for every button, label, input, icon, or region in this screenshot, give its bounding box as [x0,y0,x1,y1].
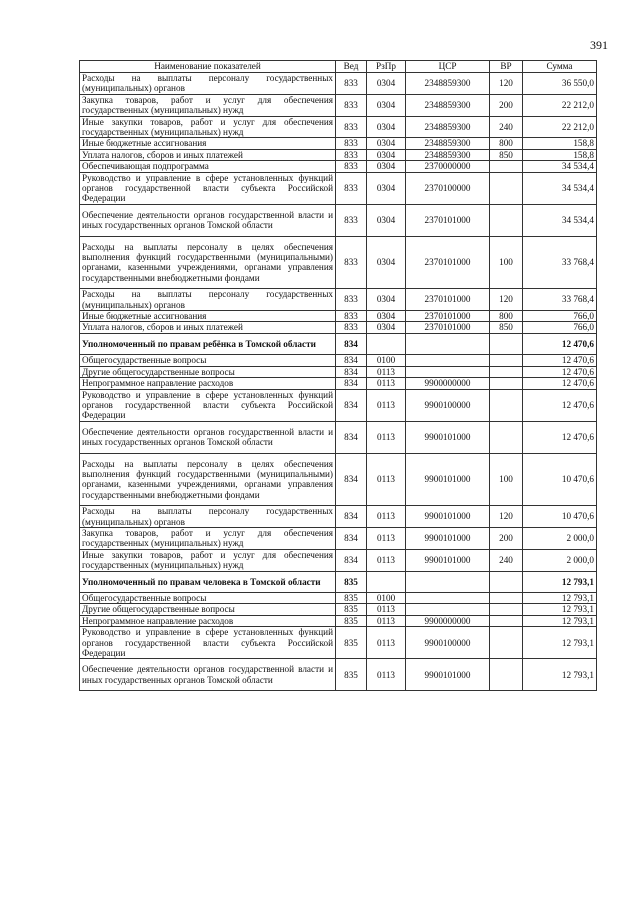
cell-vr: 800 [490,138,523,149]
header-vr: ВР [490,61,523,73]
cell-vr [490,355,523,366]
cell-ved: 833 [336,172,367,204]
cell-csr: 9900101000 [406,421,490,453]
cell-ved: 834 [336,527,367,549]
cell-rzpr: 0304 [367,116,406,138]
cell-csr: 2370101000 [406,204,490,236]
table-row [80,355,597,366]
cell-sum: 33 768,4 [523,289,597,311]
table-row [80,204,597,236]
cell-csr: 9900000000 [406,615,490,626]
cell-sum: 158,8 [523,138,597,149]
cell-rzpr: 0100 [367,355,406,366]
cell-rzpr: 0304 [367,73,406,95]
header-ved: Вед [336,61,367,73]
cell-rzpr: 0113 [367,659,406,691]
cell-rzpr: 0113 [367,389,406,421]
cell-sum: 12 470,6 [523,366,597,377]
cell-sum: 2 000,0 [523,549,597,571]
cell-vr [490,366,523,377]
table-row [80,378,597,389]
table-row [80,571,597,592]
cell-csr: 9900101000 [406,506,490,528]
table-row [80,94,597,116]
cell-ved: 834 [336,333,367,354]
cell-ved: 835 [336,659,367,691]
cell-sum: 12 470,6 [523,333,597,354]
header-rzpr: РзПр [367,61,406,73]
cell-rzpr: 0113 [367,615,406,626]
cell-csr: 9900101000 [406,549,490,571]
cell-vr: 100 [490,236,523,289]
cell-name: Расходы на выплаты персоналу в целях обеспечения выполнения функций государственными (муниципальными) органами, казенными учреждениями, органами управления государственными внебюджетными фондами [80,453,336,506]
cell-csr [406,355,490,366]
cell-csr [406,571,490,592]
cell-ved: 833 [336,94,367,116]
cell-ved: 835 [336,627,367,659]
table-row [80,659,597,691]
cell-csr [406,366,490,377]
cell-name: Закупка товаров, работ и услуг для обеспечения государственных (муниципальных) нужд [80,527,336,549]
table-row [80,506,597,528]
cell-csr [406,592,490,603]
table-row [80,149,597,160]
table-row [80,453,597,506]
cell-sum: 12 793,1 [523,627,597,659]
cell-vr [490,627,523,659]
cell-vr [490,604,523,615]
header-name: Наименование показателей [80,61,336,73]
cell-name: Общегосударственные вопросы [80,355,336,366]
cell-sum: 12 793,1 [523,571,597,592]
table-row [80,421,597,453]
cell-vr [490,389,523,421]
cell-rzpr: 0113 [367,627,406,659]
cell-name: Уплата налогов, сборов и иных платежей [80,149,336,160]
cell-sum: 12 470,6 [523,355,597,366]
table-row [80,73,597,95]
cell-rzpr: 0304 [367,172,406,204]
cell-ved: 833 [336,149,367,160]
cell-sum: 12 470,6 [523,389,597,421]
cell-vr: 800 [490,311,523,322]
table-row [80,333,597,354]
cell-sum: 10 470,6 [523,506,597,528]
table-row [80,322,597,333]
cell-name: Непрограммное направление расходов [80,378,336,389]
cell-ved: 834 [336,549,367,571]
page-number: 391 [590,38,608,52]
table-body [80,73,597,691]
cell-sum: 766,0 [523,322,597,333]
cell-vr [490,204,523,236]
cell-name: Иные закупки товаров, работ и услуг для обеспечения государственных (муниципальных) нужд [80,116,336,138]
cell-name: Расходы на выплаты персоналу государственных (муниципальных) органов [80,289,336,311]
cell-rzpr: 0113 [367,378,406,389]
header-sum: Сумма [523,61,597,73]
table-row [80,311,597,322]
table-row [80,389,597,421]
cell-csr: 2348859300 [406,138,490,149]
cell-name: Руководство и управление в сфере установленных функций органов государственной власти субъекта Российской Федерации [80,389,336,421]
cell-ved: 834 [336,378,367,389]
table-row [80,615,597,626]
cell-rzpr: 0304 [367,289,406,311]
cell-ved: 834 [336,366,367,377]
cell-rzpr: 0113 [367,421,406,453]
cell-rzpr: 0113 [367,366,406,377]
cell-ved: 834 [336,453,367,506]
cell-vr: 100 [490,453,523,506]
table-row [80,627,597,659]
cell-name: Обеспечение деятельности органов государственной власти и иных государственных органов Томской области [80,421,336,453]
cell-name: Другие общегосударственные вопросы [80,366,336,377]
cell-rzpr [367,333,406,354]
cell-name: Уполномоченный по правам ребёнка в Томской области [80,333,336,354]
cell-name: Иные бюджетные ассигнования [80,138,336,149]
cell-csr [406,604,490,615]
table-row [80,604,597,615]
cell-rzpr: 0304 [367,138,406,149]
table-row [80,236,597,289]
cell-csr: 2348859300 [406,116,490,138]
cell-name: Руководство и управление в сфере установленных функций органов государственной власти субъекта Российской Федерации [80,627,336,659]
cell-ved: 834 [336,389,367,421]
cell-csr: 2370101000 [406,311,490,322]
cell-sum: 2 000,0 [523,527,597,549]
table-row [80,289,597,311]
cell-sum: 34 534,4 [523,172,597,204]
cell-rzpr: 0304 [367,204,406,236]
cell-vr: 850 [490,322,523,333]
cell-ved: 835 [336,615,367,626]
cell-name: Руководство и управление в сфере установленных функций органов государственной власти субъекта Российской Федерации [80,172,336,204]
cell-sum: 12 470,6 [523,421,597,453]
cell-vr: 240 [490,549,523,571]
cell-ved: 833 [336,204,367,236]
cell-vr [490,571,523,592]
cell-sum: 10 470,6 [523,453,597,506]
table-row [80,592,597,603]
cell-vr [490,378,523,389]
cell-vr: 850 [490,149,523,160]
cell-vr: 120 [490,289,523,311]
cell-csr: 2370101000 [406,322,490,333]
cell-ved: 833 [336,236,367,289]
cell-csr: 9900100000 [406,389,490,421]
cell-sum: 12 793,1 [523,592,597,603]
cell-vr [490,659,523,691]
cell-rzpr: 0304 [367,94,406,116]
cell-rzpr: 0113 [367,549,406,571]
cell-sum: 36 550,0 [523,73,597,95]
cell-csr: 2370101000 [406,289,490,311]
cell-ved: 833 [336,138,367,149]
cell-csr: 9900000000 [406,378,490,389]
cell-vr: 120 [490,506,523,528]
cell-name: Непрограммное направление расходов [80,615,336,626]
cell-ved: 833 [336,73,367,95]
cell-sum: 22 212,0 [523,94,597,116]
cell-vr [490,172,523,204]
cell-vr: 200 [490,94,523,116]
cell-sum: 12 470,6 [523,378,597,389]
cell-sum: 158,8 [523,149,597,160]
cell-vr: 120 [490,73,523,95]
cell-vr [490,615,523,626]
cell-name: Иные бюджетные ассигнования [80,311,336,322]
cell-name: Расходы на выплаты персоналу государственных (муниципальных) органов [80,506,336,528]
cell-csr: 9900101000 [406,527,490,549]
cell-ved: 833 [336,311,367,322]
cell-vr [490,592,523,603]
cell-csr: 2370100000 [406,172,490,204]
cell-ved: 835 [336,592,367,603]
cell-sum: 34 534,4 [523,161,597,172]
cell-sum: 766,0 [523,311,597,322]
cell-csr: 2370000000 [406,161,490,172]
cell-rzpr: 0113 [367,506,406,528]
cell-ved: 835 [336,571,367,592]
cell-sum: 12 793,1 [523,604,597,615]
cell-vr [490,421,523,453]
cell-csr: 9900101000 [406,453,490,506]
cell-name: Уполномоченный по правам человека в Томской области [80,571,336,592]
cell-vr: 200 [490,527,523,549]
cell-sum: 34 534,4 [523,204,597,236]
cell-ved: 833 [336,116,367,138]
cell-name: Иные закупки товаров, работ и услуг для обеспечения государственных (муниципальных) нужд [80,549,336,571]
cell-ved: 833 [336,289,367,311]
cell-csr: 2370101000 [406,236,490,289]
cell-ved: 833 [336,322,367,333]
cell-rzpr: 0304 [367,311,406,322]
cell-name: Другие общегосударственные вопросы [80,604,336,615]
table-row [80,549,597,571]
table-row [80,172,597,204]
cell-rzpr: 0304 [367,149,406,160]
cell-ved: 835 [336,604,367,615]
cell-rzpr: 0100 [367,592,406,603]
cell-name: Закупка товаров, работ и услуг для обеспечения государственных (муниципальных) нужд [80,94,336,116]
cell-csr: 9900101000 [406,659,490,691]
cell-name: Уплата налогов, сборов и иных платежей [80,322,336,333]
cell-rzpr [367,571,406,592]
cell-csr: 9900100000 [406,627,490,659]
table-header-row [80,61,597,73]
cell-sum: 12 793,1 [523,615,597,626]
cell-name: Общегосударственные вопросы [80,592,336,603]
cell-ved: 833 [336,161,367,172]
cell-rzpr: 0304 [367,322,406,333]
cell-sum: 22 212,0 [523,116,597,138]
cell-sum: 12 793,1 [523,659,597,691]
cell-sum: 33 768,4 [523,236,597,289]
cell-name: Обеспечивающая подпрограмма [80,161,336,172]
cell-name: Расходы на выплаты персоналу государственных (муниципальных) органов [80,73,336,95]
table-row [80,366,597,377]
cell-csr: 2348859300 [406,94,490,116]
table-row [80,116,597,138]
cell-ved: 834 [336,421,367,453]
cell-csr [406,333,490,354]
cell-rzpr: 0304 [367,236,406,289]
table-row [80,161,597,172]
cell-name: Расходы на выплаты персоналу в целях обеспечения выполнения функций государственными (муниципальными) органами, казенными учреждениями, органами управления государственными внебюджетными фондами [80,236,336,289]
cell-vr [490,333,523,354]
budget-table [79,60,597,691]
cell-ved: 834 [336,506,367,528]
header-csr: ЦСР [406,61,490,73]
cell-vr: 240 [490,116,523,138]
cell-rzpr: 0113 [367,453,406,506]
cell-rzpr: 0113 [367,604,406,615]
cell-rzpr: 0113 [367,527,406,549]
table-row [80,527,597,549]
cell-name: Обеспечение деятельности органов государственной власти и иных государственных органов Томской области [80,659,336,691]
cell-csr: 2348859300 [406,149,490,160]
cell-ved: 834 [336,355,367,366]
cell-csr: 2348859300 [406,73,490,95]
cell-vr [490,161,523,172]
cell-name: Обеспечение деятельности органов государственной власти и иных государственных органов Томской области [80,204,336,236]
table-row [80,138,597,149]
cell-rzpr: 0304 [367,161,406,172]
